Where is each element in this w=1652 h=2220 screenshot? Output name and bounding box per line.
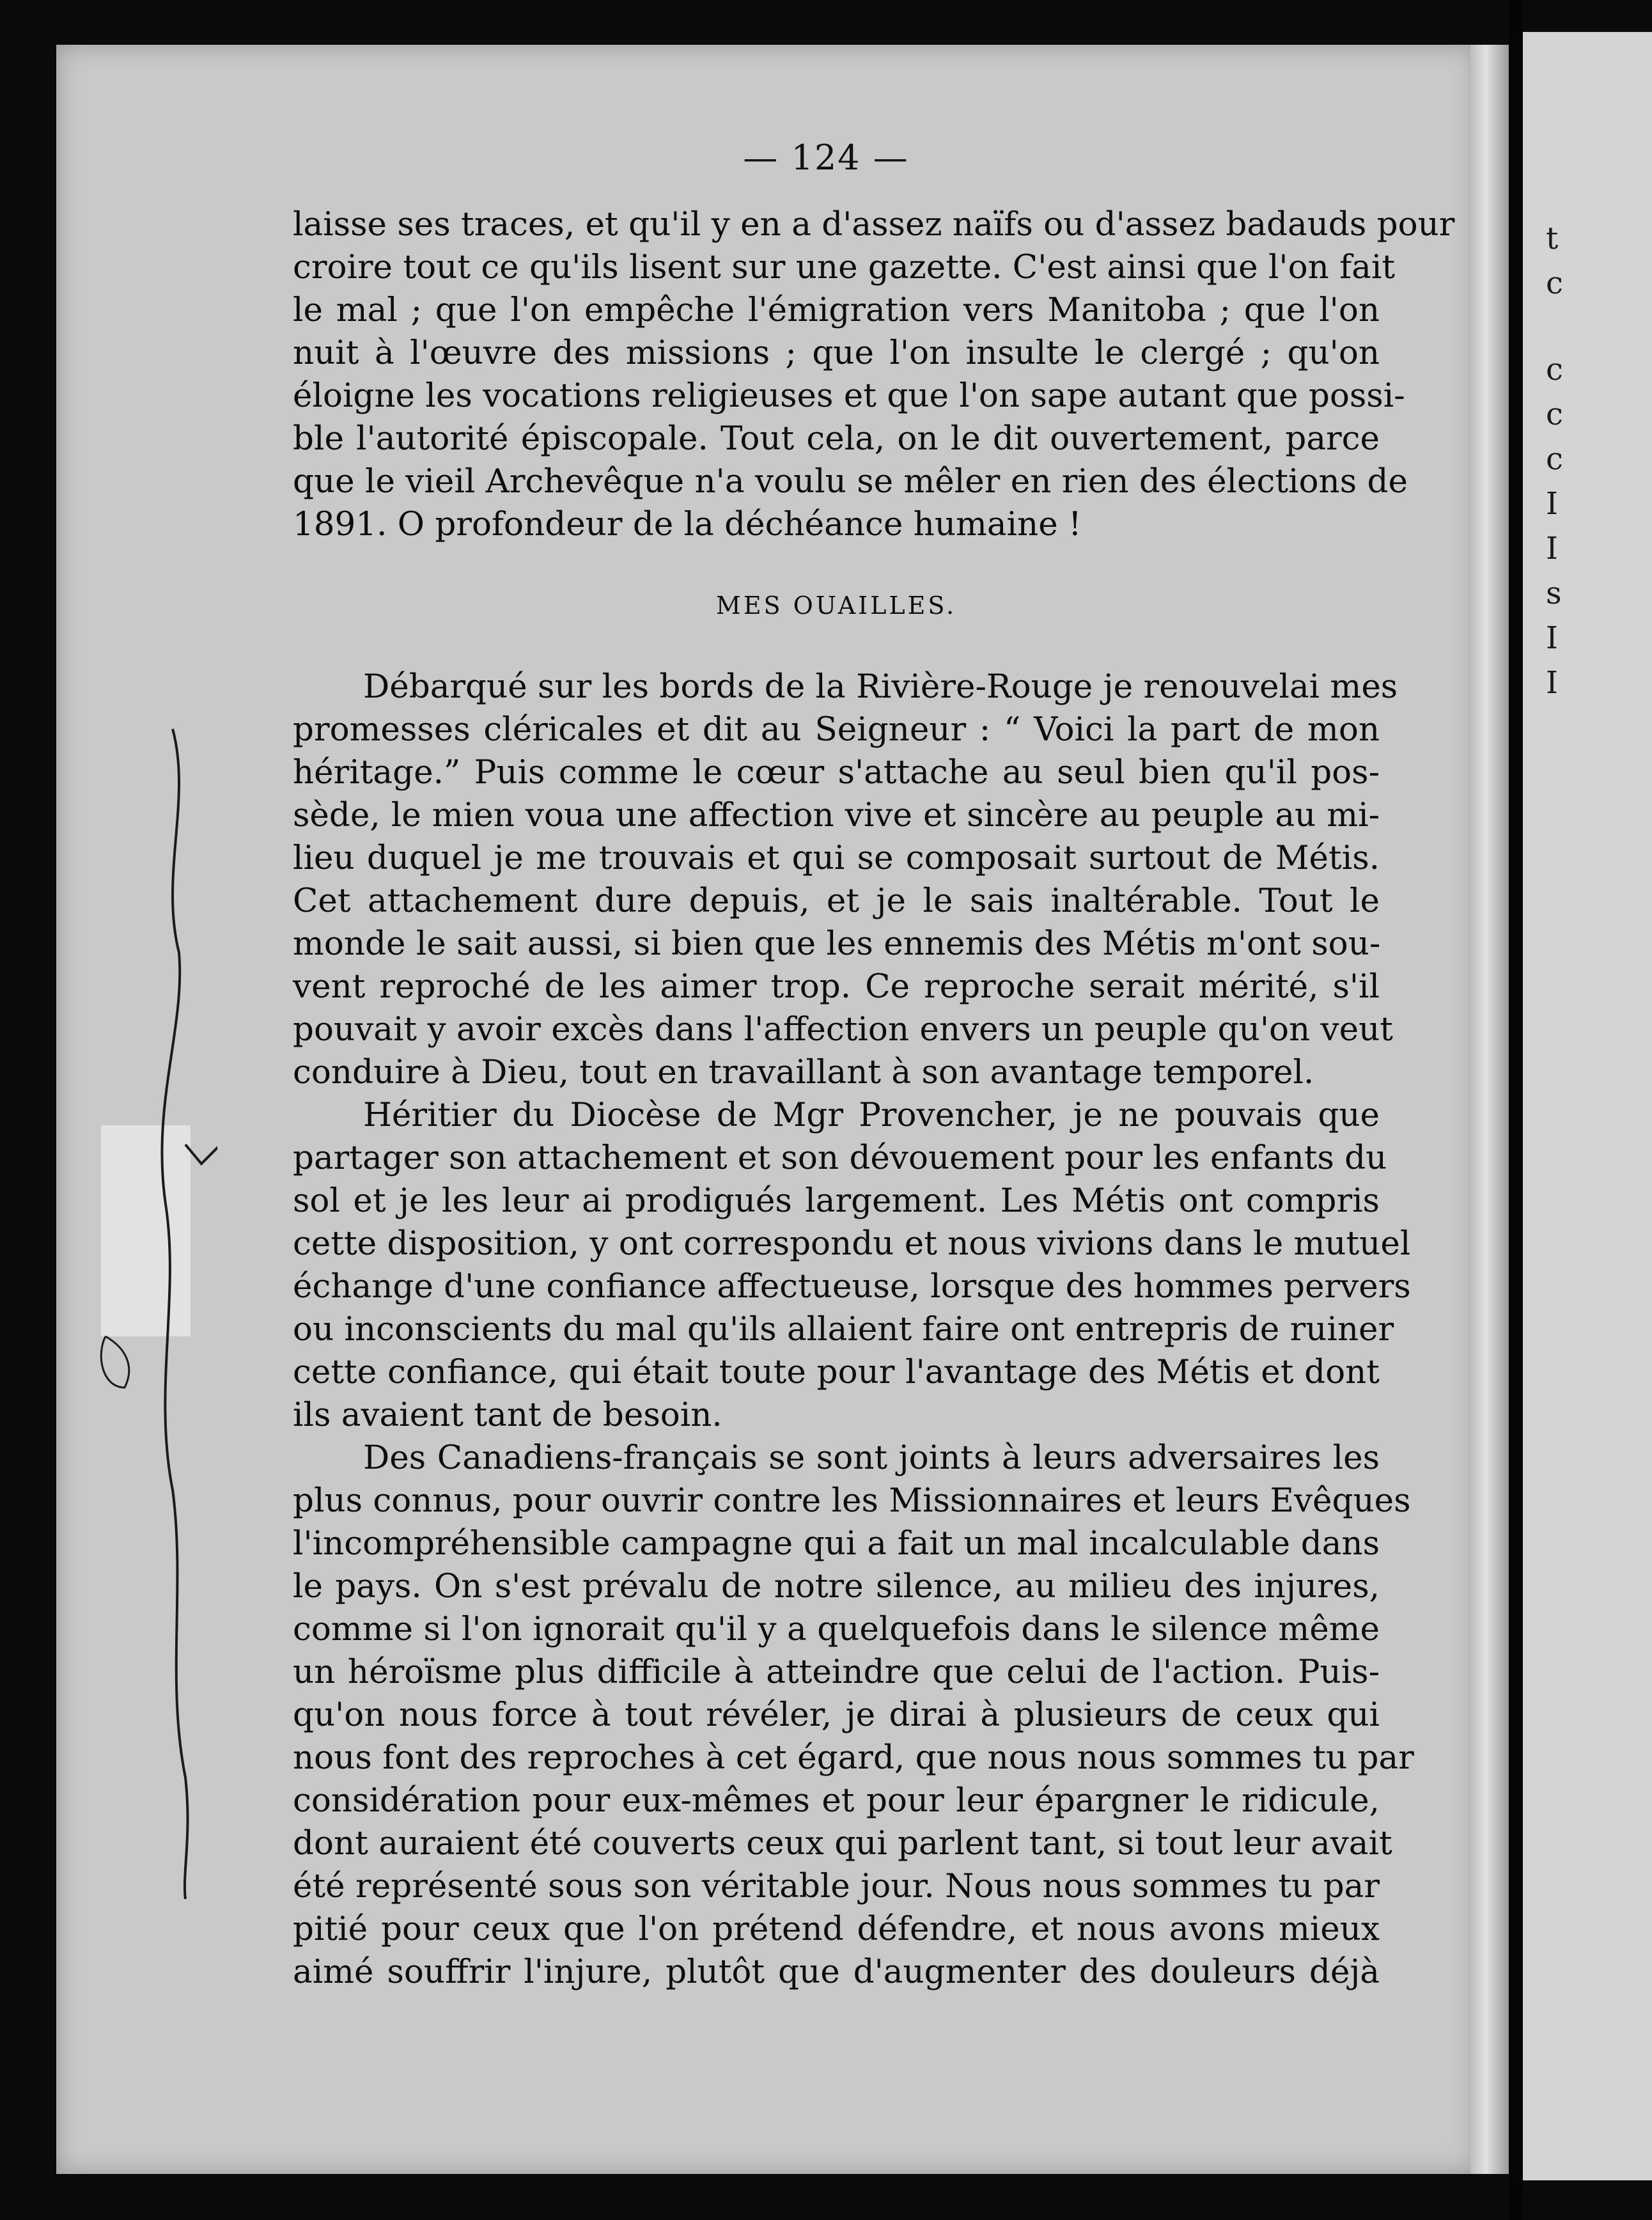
facing-page-letter: I	[1546, 620, 1558, 656]
text-line: l'incompréhensible campagne qui a fait un mal incalculable dans	[293, 1524, 1380, 1563]
facing-page-fragment	[1523, 32, 1652, 2180]
text-line: éloigne les vocations religieuses et que l'on sape autant que possi-	[293, 377, 1405, 415]
text-line: un héroïsme plus difficile à atteindre que celui de l'action. Puis-	[293, 1653, 1380, 1691]
text-line: le mal ; que l'on empêche l'émigration vers Manitoba ; que l'on	[293, 291, 1380, 329]
facing-page-letter: t	[1546, 221, 1559, 256]
text-line: dont auraient été couverts ceux qui parlent tant, si tout leur avait	[293, 1824, 1392, 1863]
text-line: qu'on nous force à tout révéler, je dirai à plusieurs de ceux qui	[293, 1696, 1380, 1734]
text-line: comme si l'on ignorait qu'il y a quelquefois dans le silence même	[293, 1610, 1380, 1648]
text-line: promesses cléricales et dit au Seigneur : “ Voici la part de mon	[293, 710, 1380, 749]
page-number: — 124 —	[743, 137, 909, 178]
paragraph-1	[293, 203, 1455, 546]
text-line: croire tout ce qu'ils lisent sur une gazette. C'est ainsi que l'on fait	[293, 248, 1396, 286]
text-line: conduire à Dieu, tout en travaillant à son avantage temporel.	[293, 1053, 1314, 1091]
text-line: 1891. O profondeur de la déchéance humaine !	[293, 505, 1082, 543]
text-line: considération pour eux-mêmes et pour leur épargner le ridicule,	[293, 1781, 1380, 1820]
facing-page-letter: c	[1546, 396, 1563, 432]
text-line: Des Canadiens-français se sont joints à leurs adversaires les	[363, 1439, 1380, 1477]
text-line: le pays. On s'est prévalu de notre silence, au milieu des injures,	[293, 1567, 1380, 1606]
text-line: échange d'une confiance affectueuse, lorsque des hommes pervers	[293, 1267, 1411, 1306]
text-line: cette confiance, qui était toute pour l'avantage des Métis et dont	[293, 1353, 1380, 1391]
text-line: laisse ses traces, et qu'il y en a d'assez naïfs ou d'assez badauds pour	[293, 205, 1455, 244]
text-line: sol et je les leur ai prodigués largement. Les Métis ont compris	[293, 1182, 1380, 1220]
text-line: cette disposition, y ont correspondu et nous vivions dans le mutuel	[293, 1224, 1411, 1263]
text-line: Débarqué sur les bords de la Rivière-Rouge je renouvelai mes	[363, 668, 1398, 706]
body-text	[293, 203, 1455, 1994]
text-line: ou inconscients du mal qu'ils allaient faire ont entrepris de ruiner	[293, 1310, 1394, 1348]
text-line: ble l'autorité épiscopale. Tout cela, on le dit ouvertement, parce	[293, 419, 1380, 458]
paragraph-3	[293, 1094, 1411, 1437]
text-line: Cet attachement dure depuis, et je le sais inaltérable. Tout le	[293, 882, 1380, 920]
paragraph-4	[293, 1437, 1414, 1994]
text-line: été représenté sous son véritable jour. Nous nous sommes tu par	[293, 1867, 1380, 1905]
text-line: héritage.” Puis comme le cœur s'attache au seul bien qu'il pos-	[293, 753, 1380, 792]
text-line: Héritier du Diocèse de Mgr Provencher, je ne pouvais que	[363, 1096, 1380, 1134]
facing-page-letter: I	[1546, 665, 1558, 701]
text-line: sède, le mien voua une affection vive et sincère au peuple au mi-	[293, 796, 1380, 834]
facing-page-letter: I	[1546, 486, 1558, 522]
facing-page-letter: c	[1546, 265, 1563, 301]
text-line: pitié pour ceux que l'on prétend défendre, et nous avons mieux	[293, 1910, 1380, 1948]
text-line: nuit à l'œuvre des missions ; que l'on insulte le clergé ; qu'on	[293, 334, 1380, 372]
paragraph-2	[293, 666, 1398, 1094]
text-line: aimé souffrir l'injure, plutôt que d'augmenter des douleurs déjà	[293, 1953, 1380, 1991]
facing-page-letter: c	[1546, 352, 1563, 387]
book-gutter	[1509, 0, 1523, 2220]
text-line: lieu duquel je me trouvais et qui se composait surtout de Métis.	[293, 839, 1380, 877]
facing-page-letter: I	[1546, 531, 1558, 567]
text-line: pouvait y avoir excès dans l'affection envers un peuple qu'on veut	[293, 1010, 1393, 1049]
facing-page-letter: s	[1546, 575, 1562, 611]
text-line: que le vieil Archevêque n'a voulu se mêler en rien des élections de	[293, 462, 1408, 501]
facing-page-letter: c	[1546, 441, 1563, 477]
paper-patch	[101, 1125, 191, 1336]
text-line: ils avaient tant de besoin.	[293, 1396, 722, 1434]
text-line: monde le sait aussi, si bien que les ennemis des Métis m'ont sou-	[293, 925, 1381, 963]
section-heading: MES OUAILLES.	[715, 591, 957, 620]
text-line: nous font des reproches à cet égard, que nous nous sommes tu par	[293, 1739, 1414, 1777]
text-line: partager son attachement et son dévouement pour les enfants du	[293, 1139, 1387, 1177]
page-edge-stack	[1470, 45, 1509, 2174]
text-line: vent reproché de les aimer trop. Ce reproche serait mérité, s'il	[293, 967, 1380, 1006]
text-line: plus connus, pour ouvrir contre les Missionnaires et leurs Evêques	[293, 1481, 1411, 1520]
